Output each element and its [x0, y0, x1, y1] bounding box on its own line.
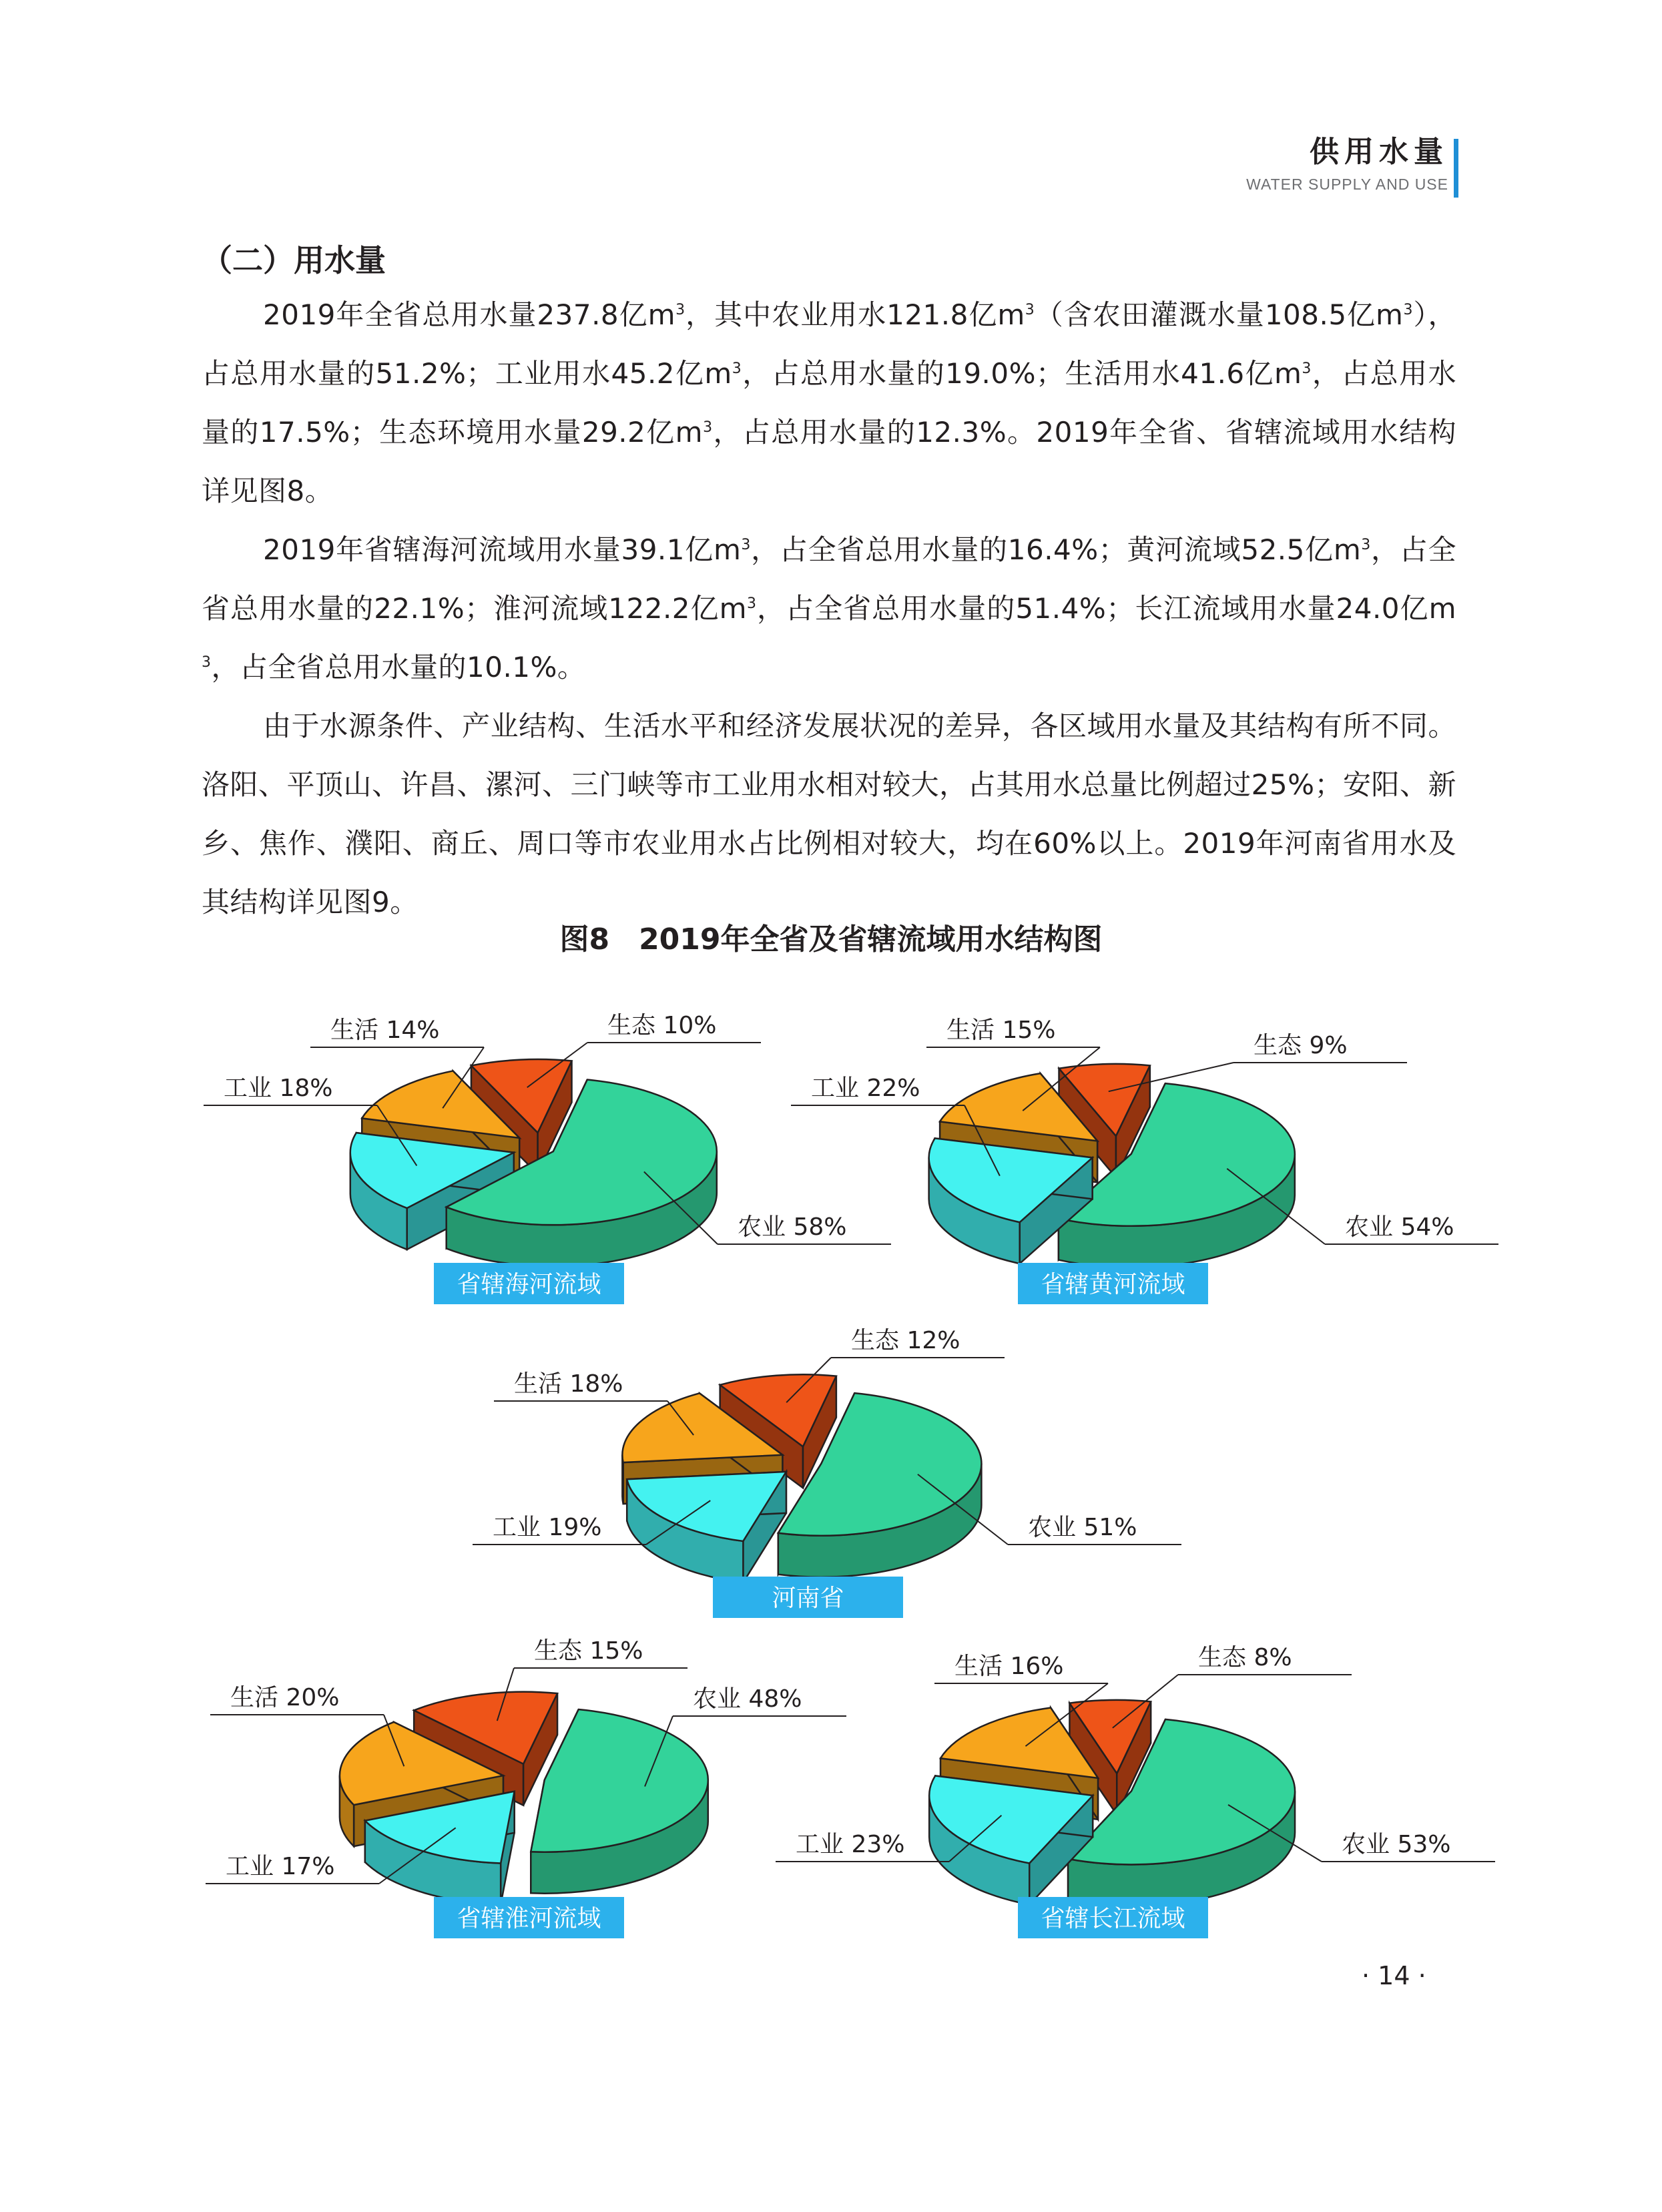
text-run: ，占全省总用水量的10.1%。 [211, 651, 586, 683]
text-run: ），占总用水量的51.2%；工业用水45.2亿m [202, 298, 1456, 390]
slice-label-工业: 工业 18% [224, 1075, 333, 1102]
pie-chart-2 [791, 1017, 1498, 1304]
pie-chart-1 [204, 1012, 891, 1304]
chart-caption: 省辖黄河流域 [1041, 1271, 1185, 1298]
text-run: （含农田灌溉水量108.5亿m [1035, 298, 1404, 331]
slice-label-生活: 生活 20% [230, 1684, 340, 1711]
text-run: 由于水源条件、产业结构、生活水平和经济发展状况的差异，各区域用水量及其结构有所不同。洛阳、平顶山、许昌、漯河、三门峡等市工业用水相对较大，占其用水总量比例超过25%；安阳、新乡、焦作、濮阳、商丘、周口等市农业用水占比例相对较大，均在60%以上。2019年河南省用水及其结构详见图9。 [202, 710, 1456, 918]
text-run: 2019年省辖海河流域用水量39.1亿m [263, 533, 742, 566]
pie-chart-4 [206, 1637, 846, 1938]
pie-slice-农业 [531, 1709, 708, 1894]
superscript: 3 [747, 595, 757, 612]
slice-label-生态: 生态 10% [607, 1012, 717, 1039]
slice-label-生活: 生活 15% [946, 1017, 1056, 1044]
pie-chart-3 [473, 1327, 1181, 1618]
chart-caption: 省辖海河流域 [457, 1271, 601, 1298]
text-run: 2019年全省总用水量237.8亿m [263, 298, 676, 331]
slice-label-生态: 生态 15% [534, 1637, 643, 1665]
superscript: 3 [675, 302, 685, 318]
slice-label-生活: 生活 14% [330, 1017, 440, 1044]
chart-caption: 省辖淮河流域 [457, 1905, 601, 1932]
text-run: ，占全省总用水量的22.1%；淮河流域122.2亿m [202, 533, 1456, 625]
slice-label-农业: 农业 54% [1345, 1213, 1454, 1241]
text-run: ，占全省总用水量的51.4%；长江流域用水量24.0亿m [756, 592, 1456, 625]
superscript: 3 [1302, 360, 1312, 377]
slice-label-工业: 工业 22% [811, 1075, 920, 1102]
superscript: 3 [1361, 537, 1371, 553]
superscript: 3 [732, 360, 742, 377]
header-subtitle: WATER SUPPLY AND USE [1246, 176, 1448, 193]
section-title: （二）用水量 [202, 242, 386, 278]
chart-caption: 河南省 [772, 1585, 844, 1612]
figure-title: 图8 2019年全省及省辖流域用水结构图 [559, 922, 1103, 956]
slice-label-工业: 工业 17% [226, 1853, 335, 1880]
slice-label-生态: 生态 12% [851, 1327, 960, 1354]
header-title: 供用水量 [1310, 135, 1448, 169]
superscript: 3 [741, 537, 751, 553]
superscript: 3 [703, 419, 713, 436]
superscript: 3 [1403, 302, 1413, 318]
slice-label-农业: 农业 53% [1342, 1831, 1451, 1858]
slice-label-生态: 生态 8% [1198, 1644, 1292, 1671]
chart-caption: 省辖长江流域 [1041, 1905, 1185, 1932]
pie-chart-5 [776, 1644, 1495, 1938]
slice-label-农业: 农业 51% [1028, 1514, 1137, 1541]
slice-label-农业: 农业 58% [738, 1213, 847, 1241]
superscript: 3 [1025, 302, 1035, 318]
text-run: ，占总用水量的12.3%。2019年全省、省辖流域用水结构详见图8。 [202, 416, 1456, 507]
superscript: 3 [202, 654, 212, 671]
slice-label-生活: 生活 18% [514, 1370, 623, 1398]
text-run: ，占总用水量的17.5%；生态环境用水量29.2亿m [202, 357, 1456, 449]
slice-label-生活: 生活 16% [954, 1653, 1064, 1680]
text-run: ，占全省总用水量的16.4%；黄河流域52.5亿m [750, 533, 1362, 566]
slice-label-农业: 农业 48% [693, 1685, 802, 1713]
page-number: · 14 · [1362, 1961, 1426, 1990]
pie-slice-工业 [627, 1472, 786, 1583]
slice-label-生态: 生态 9% [1254, 1032, 1348, 1059]
text-run: ，其中农业用水121.8亿m [685, 298, 1025, 331]
slice-label-工业: 工业 23% [796, 1831, 905, 1858]
text-run: ，占总用水量的19.0%；生活用水41.6亿m [742, 357, 1302, 390]
slice-label-工业: 工业 19% [493, 1514, 602, 1541]
